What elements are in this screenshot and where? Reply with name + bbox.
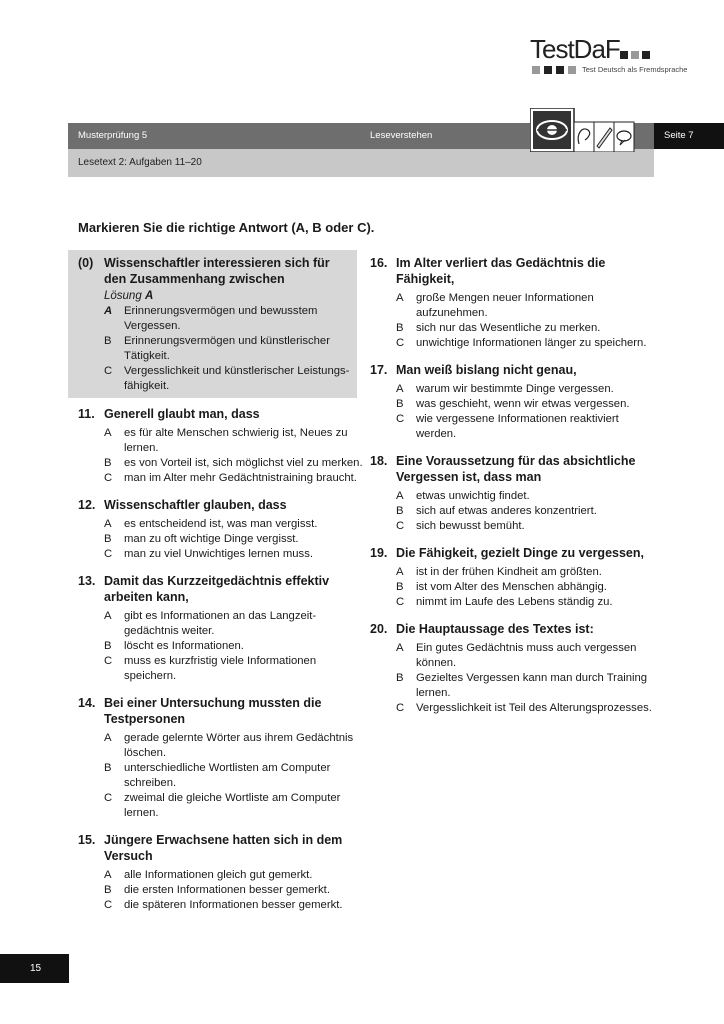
answer-option [104, 791, 363, 821]
answer-option [396, 412, 660, 442]
question-number: 16. [370, 256, 388, 270]
question-heading [78, 406, 363, 422]
question-text: Die Fähigkeit, gezielt Dinge zu vergessen, [396, 546, 644, 560]
question-heading [370, 621, 660, 637]
solution-value: A [144, 290, 154, 302]
question-text: Bei einer Untersuchung mussten die Testpersonen [104, 696, 322, 726]
question-number: 12. [78, 498, 96, 512]
answer-option [396, 291, 660, 321]
option-letter: A [104, 732, 112, 744]
answer-option [104, 868, 363, 883]
answer-option [396, 489, 660, 504]
answer-option [396, 504, 660, 519]
option-letter: B [104, 533, 112, 545]
question-block [78, 406, 363, 486]
option-letter: C [104, 792, 113, 804]
option-text: was geschieht, wenn wir etwas vergessen. [416, 398, 630, 410]
subheader-bar [68, 149, 654, 177]
page-label: Seite 7 [664, 130, 694, 141]
option-letter: A [104, 518, 112, 530]
option-letter: C [396, 596, 405, 608]
solution-label: Lösung [104, 290, 142, 302]
option-list [370, 641, 660, 716]
option-letter: C [396, 702, 405, 714]
option-letter: B [396, 322, 404, 334]
option-letter: A [104, 427, 112, 439]
answer-option [104, 639, 363, 654]
answer-option [396, 321, 660, 336]
logo-square [544, 66, 552, 74]
question-text: Damit das Kurzzeitgedächtnis effektiv arbeiten kann, [104, 574, 330, 604]
question-heading [78, 695, 363, 727]
instruction: Markieren Sie die richtige Antwort (A, B oder C). [78, 220, 375, 235]
option-letter: B [104, 457, 112, 469]
solution-line [104, 289, 353, 304]
question-number: 11. [78, 407, 95, 421]
question-text: Wissenschaftler interessieren sich für den Zusammenhang zwischen [104, 256, 330, 286]
answer-option [396, 336, 660, 351]
logo-square [642, 51, 650, 59]
answer-option [396, 382, 660, 397]
option-letter: C [396, 337, 405, 349]
section-icons [530, 108, 654, 152]
option-text: die ersten Informationen besser gemerkt. [124, 884, 330, 896]
question-number: 19. [370, 546, 388, 560]
answer-option [396, 701, 660, 716]
logo-square [556, 66, 564, 74]
option-text: ist vom Alter des Menschen abhängig. [416, 581, 607, 593]
answer-option [104, 532, 363, 547]
question-block [78, 832, 363, 913]
option-letter: A [396, 642, 404, 654]
option-letter: B [396, 398, 404, 410]
option-letter: B [104, 335, 112, 347]
answer-option [396, 671, 660, 701]
option-text: gibt es Informationen an das Langzeit-gedächtnis weiter. [124, 610, 317, 637]
option-letter: C [396, 520, 405, 532]
question-heading [370, 255, 660, 287]
option-letter: A [104, 610, 112, 622]
option-list [78, 609, 363, 684]
answer-option [396, 565, 660, 580]
answer-option [104, 731, 363, 761]
answer-option [104, 547, 363, 562]
option-text: zweimal die gleiche Wortliste am Computer lernen. [124, 792, 341, 819]
logo-subtitle: Test Deutsch als Fremdsprache [582, 65, 688, 74]
option-text: muss es kurzfristig viele Informationen speichern. [124, 655, 317, 682]
question-heading [78, 832, 363, 864]
answer-option [104, 883, 363, 898]
answer-option [396, 641, 660, 671]
option-letter: B [396, 505, 404, 517]
option-letter: A [396, 490, 404, 502]
option-list [78, 517, 363, 562]
left-column [78, 406, 363, 913]
question-block [78, 695, 363, 821]
option-text: sich bewusst bemüht. [416, 520, 525, 532]
ear-icon-frame [574, 122, 594, 152]
question-number: 17. [370, 363, 388, 377]
page-number-box [0, 954, 69, 983]
option-text: ist in der frühen Kindheit am größten. [416, 566, 602, 578]
answer-option [396, 519, 660, 534]
answer-option [104, 426, 363, 456]
option-text: es für alte Menschen schwierig ist, Neues zu lernen. [124, 427, 348, 454]
question-text: Eine Voraussetzung für das absichtliche Vergessen ist, dass man [396, 454, 636, 484]
logo-square [568, 66, 576, 74]
option-text: Erinnerungsvermögen und bewusstem Vergessen. [124, 305, 318, 332]
option-text: die späteren Informationen besser gemerkt. [124, 899, 343, 911]
answer-option [396, 595, 660, 610]
right-column [370, 255, 660, 716]
page-label-box [654, 123, 724, 149]
option-letter: A [396, 566, 404, 578]
option-text: alle Informationen gleich gut gemerkt. [124, 869, 313, 881]
option-text: warum wir bestimmte Dinge vergessen. [416, 383, 614, 395]
question-block [370, 545, 660, 610]
question-block [370, 362, 660, 442]
option-text: Gezieltes Vergessen kann man durch Training lernen. [416, 672, 648, 699]
option-text: Ein gutes Gedächtnis muss auch vergessen können. [416, 642, 637, 669]
example-box [68, 250, 357, 398]
answer-option [104, 517, 363, 532]
question-text: Man weiß bislang nicht genau, [396, 363, 577, 377]
answer-option [396, 580, 660, 595]
option-text: man zu viel Unwichtiges lernen muss. [124, 548, 313, 560]
option-letter: B [104, 762, 112, 774]
page-number: 15 [30, 963, 42, 974]
option-letter: A [396, 383, 404, 395]
question-block [78, 573, 363, 684]
answer-option [104, 609, 363, 639]
question-block [370, 255, 660, 351]
option-letter: A [104, 869, 112, 881]
question-text: Im Alter verliert das Gedächtnis die Fähigkeit, [396, 256, 606, 286]
answer-option [104, 654, 363, 684]
option-list [370, 291, 660, 351]
question-number: 14. [78, 696, 96, 710]
question-number: 20. [370, 622, 388, 636]
answer-option [104, 761, 363, 791]
option-letter: C [104, 655, 113, 667]
option-text: wie vergessene Informationen reaktiviert werden. [416, 413, 619, 440]
option-letter: A [396, 292, 404, 304]
option-text: Vergesslichkeit und künstlerischer Leistungs-fähigkeit. [124, 365, 350, 392]
option-list [370, 382, 660, 442]
option-letter: C [104, 899, 113, 911]
answer-option [396, 397, 660, 412]
question-text: Die Hauptaussage des Textes ist: [396, 622, 594, 636]
option-text: nimmt im Laufe des Lebens ständig zu. [416, 596, 613, 608]
logo-square [631, 51, 639, 59]
answer-option [104, 471, 363, 486]
logo-wordmark: TestDaF [530, 34, 620, 64]
option-letter: B [104, 640, 112, 652]
text-subtitle: Lesetext 2: Aufgaben 11–20 [78, 157, 202, 168]
question-number: 13. [78, 574, 96, 588]
question-text: Wissenschaftler glauben, dass [104, 498, 287, 512]
option-letter: B [104, 884, 112, 896]
option-text: man im Alter mehr Gedächtnistraining braucht. [124, 472, 357, 484]
option-text: es von Vorteil ist, sich möglichst viel zu merken. [124, 457, 363, 469]
option-text: löscht es Informationen. [124, 640, 244, 652]
option-text: Erinnerungsvermögen und künstlerischer Tätigkeit. [124, 335, 330, 362]
option-letter: C [104, 472, 113, 484]
option-list [78, 426, 363, 486]
option-list [370, 565, 660, 610]
question-number: 18. [370, 454, 388, 468]
answer-option [104, 334, 353, 364]
logo-square [620, 51, 628, 59]
option-list [78, 731, 363, 821]
option-text: es entscheidend ist, was man vergisst. [124, 518, 318, 530]
answer-option [104, 898, 363, 913]
option-letter: C [104, 548, 113, 560]
option-letter: B [396, 581, 404, 593]
option-text: man zu oft wichtige Dinge vergisst. [124, 533, 299, 545]
question-heading [78, 497, 363, 513]
option-text: etwas unwichtig findet. [416, 490, 530, 502]
option-letter: C [104, 365, 113, 377]
option-letter: A [104, 305, 113, 317]
question-heading [370, 362, 660, 378]
option-list [370, 489, 660, 534]
answer-option [104, 304, 353, 334]
question-number: 15. [78, 833, 96, 847]
question-block [370, 453, 660, 534]
option-text: Vergesslichkeit ist Teil des Alterungsprozesses. [416, 702, 652, 714]
option-letter: B [396, 672, 404, 684]
question-block [370, 621, 660, 716]
option-text: sich nur das Wesentliche zu merken. [416, 322, 601, 334]
testdaf-logo [530, 34, 688, 80]
option-list [78, 868, 363, 913]
option-letter: C [396, 413, 405, 425]
question-text: Jüngere Erwachsene hatten sich in dem Versuch [104, 833, 343, 863]
option-text: sich auf etwas anderes konzentriert. [416, 505, 597, 517]
question-heading [78, 573, 363, 605]
answer-option [104, 364, 353, 394]
logo-square [532, 66, 540, 74]
example-question [78, 255, 353, 287]
answer-option [104, 456, 363, 471]
option-text: gerade gelernte Wörter aus ihrem Gedächtnis löschen. [124, 732, 354, 759]
question-heading [370, 545, 660, 561]
option-text: unterschiedliche Wortlisten am Computer schreiben. [124, 762, 331, 789]
question-number: (0) [78, 256, 94, 270]
question-block [78, 497, 363, 562]
option-text: unwichtige Informationen länger zu speichern. [416, 337, 647, 349]
exam-title: Musterprüfung 5 [78, 130, 148, 141]
question-text: Generell glaubt man, dass [104, 407, 260, 421]
section-title: Leseverstehen [370, 130, 433, 141]
option-text: große Mengen neuer Informationen aufzunehmen. [416, 292, 594, 319]
question-heading [370, 453, 660, 485]
